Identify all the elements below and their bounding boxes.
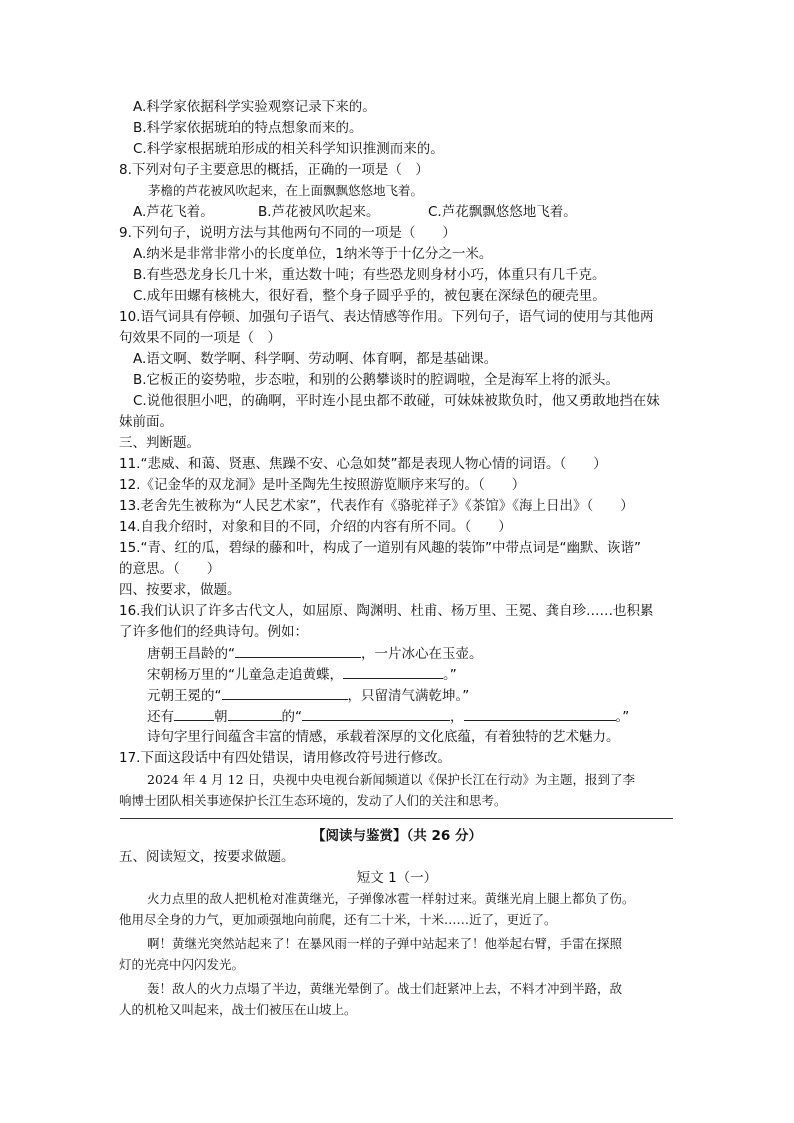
q9-option-c: C.成年田螺有核桃大，很好看，整个身子圆乎乎的，被包裹在深绿色的硬壳里。 bbox=[133, 288, 606, 304]
passage-p3-line1: 轰！敌人的火力点塌了半边，黄继光晕倒了。战士们赶紧冲上去，不料才冲到半路，敌 bbox=[147, 981, 623, 996]
q16-tang-suffix: ，一片冰心在玉壶。 bbox=[361, 646, 483, 662]
q15-line2: 的意思。（ ） bbox=[119, 561, 221, 577]
q10-option-b: B.它板正的姿势啦，步态啦，和别的公鹅攀谈时的腔调啦，全是海军上将的派头。 bbox=[133, 372, 620, 388]
q9-option-b: B.有些恐龙身长几十米，重达数十吨；有些恐龙则身材小巧，体重只有几千克。 bbox=[133, 267, 606, 283]
q10-stem-line1: 10.语气词具有停顿、加强句子语气、表达情感等作用。下列句子，语气词的使用与其他两 bbox=[119, 309, 654, 325]
q10-option-c-line1: C.说他很胆小吧，的确啊，平时连小昆虫都不敢碰，可妹妹被欺负时，他又勇敢地挡在妹 bbox=[133, 393, 660, 409]
section-4-heading: 四、按要求，做题。 bbox=[119, 582, 241, 598]
q16-yuan-line bbox=[147, 685, 469, 706]
passage-p1-line1: 火力点里的敌人把机枪对准黄继光，子弹像冰雹一样射过来。黄继光肩上腿上都负了伤。 bbox=[147, 891, 635, 906]
q16-yuan-blank[interactable] bbox=[222, 685, 348, 700]
q8-quote: 茅檐的芦花被风吹起来，在上面飘飘悠悠地飞着。 bbox=[148, 183, 424, 198]
q11: 11.“悲威、和蔼、贤惠、焦躁不安、心急如焚”都是表现人物心情的词语。（ ） bbox=[119, 456, 607, 472]
q10-option-c-line2: 妹前面。 bbox=[119, 414, 173, 430]
passage-title: 短文 1（一） bbox=[356, 870, 438, 886]
passage-p2-line2: 灯的光亮中闪闪发光。 bbox=[119, 957, 245, 972]
q7-option-c: C.科学家根据琥珀形成的相关科学知识推测而来的。 bbox=[133, 141, 444, 157]
q16-also-end: 。” bbox=[615, 709, 630, 725]
q16-yuan-prefix: 元朝王冕的“ bbox=[147, 688, 222, 704]
q16-line2: 了许多他们的经典诗句。例如： bbox=[119, 624, 308, 640]
q16-poet-blank[interactable] bbox=[228, 706, 282, 721]
q10-stem-line2: 句效果不同的一项是（ ） bbox=[119, 330, 281, 346]
q10-option-a: A.语文啊、数学啊、科学啊、劳动啊、体育啊，都是基础课。 bbox=[133, 351, 498, 367]
q16-yuan-suffix: ，只留清气满乾坤。” bbox=[347, 688, 470, 704]
q16-dynasty-blank[interactable] bbox=[174, 706, 214, 721]
reading-header: 【阅读与鉴赏】（共 26 分） bbox=[312, 828, 482, 844]
q16-also-prefix: 还有 bbox=[147, 709, 174, 725]
q7-option-a: A.科学家依据科学实验观察记录下来的。 bbox=[133, 99, 376, 115]
q16-line1: 16.我们认识了许多古代文人，如屈原、陶渊明、杜甫、杨万里、王冕、龚自珍……也积累 bbox=[119, 603, 654, 619]
q17-passage-line2: 响博士团队相关事迹保护长江生态环境的，发动了人们的关注和思考。 bbox=[119, 793, 507, 808]
q16-also-dynasty: 朝 bbox=[214, 709, 228, 725]
q16-tang-prefix: 唐朝王昌龄的“ bbox=[147, 646, 235, 662]
q16-song-blank[interactable] bbox=[343, 664, 443, 679]
q16-tang-line bbox=[147, 643, 483, 664]
q14: 14.自我介绍时，对象和目的不同，介绍的内容有所不同。（ ） bbox=[119, 519, 512, 535]
q16-also-line bbox=[147, 706, 629, 727]
q16-summary: 诗句字里行间蕴含丰富的情感，承载着深厚的文化底蕴，有着独特的艺术魅力。 bbox=[147, 729, 620, 745]
q7-option-b: B.科学家依据琥珀的特点想象而来的。 bbox=[133, 120, 363, 136]
q8-option-a: A.芦花飞着。 bbox=[133, 204, 214, 220]
q8-option-b: B.芦花被风吹起来。 bbox=[258, 204, 380, 220]
q16-verse2-blank[interactable] bbox=[464, 706, 616, 721]
q15-line1: 15.“青、红的瓜，碧绿的藤和叶，构成了一道别有风趣的装饰”中带点词是“幽默、诙谐” bbox=[119, 540, 641, 556]
q9-stem: 9.下列句子，说明方法与其他两句不同的一项是（ ） bbox=[119, 225, 456, 241]
section-5-heading: 五、阅读短文，按要求做题。 bbox=[119, 849, 295, 865]
q8-stem: 8.下列对句子主要意思的概括，正确的一项是（ ） bbox=[119, 162, 429, 178]
q13: 13.老舍先生被称为“人民艺术家”，代表作有《骆驼祥子》《茶馆》《海上日出》（ ） bbox=[119, 498, 634, 514]
q12: 12.《记金华的双龙洞》是叶圣陶先生按照游览顺序来写的。（ ） bbox=[119, 477, 526, 493]
q16-tang-blank[interactable] bbox=[235, 643, 361, 658]
q17-stem: 17.下面这段话中有四处错误，请用修改符号进行修改。 bbox=[119, 750, 451, 766]
q16-also-de: 的“ bbox=[281, 709, 302, 725]
passage-p1-line2: 他用尽全身的力气，更加顽强地向前爬，还有二十米，十米……近了，更近了。 bbox=[119, 912, 557, 927]
section-3-heading: 三、判断题。 bbox=[119, 435, 200, 451]
passage-p3-line2: 人的机枪又叫起来，战士们被压在山坡上。 bbox=[119, 1002, 357, 1017]
passage-p2-line1: 啊！黄继光突然站起来了！在暴风雨一样的子弹中站起来了！他举起右臂，手雷在探照 bbox=[147, 936, 623, 951]
q16-song-prefix: 宋朝杨万里的“儿童急走追黄蝶， bbox=[147, 667, 343, 683]
q9-option-a: A.纳米是非常非常小的长度单位，1纳米等于十亿分之一米。 bbox=[133, 246, 493, 262]
q17-passage-line1: 2024 年 4 月 12 日，央视中央电视台新闻频道以《保护长江在行动》为主题，报到了李 bbox=[147, 772, 636, 787]
q16-also-comma: ， bbox=[450, 709, 464, 725]
q16-song-line bbox=[147, 664, 457, 685]
q8-option-c: C.芦花飘飘悠悠地飞着。 bbox=[428, 204, 577, 220]
section-divider bbox=[120, 818, 673, 819]
q16-verse1-blank[interactable] bbox=[302, 706, 450, 721]
q16-song-suffix: 。” bbox=[443, 667, 457, 683]
